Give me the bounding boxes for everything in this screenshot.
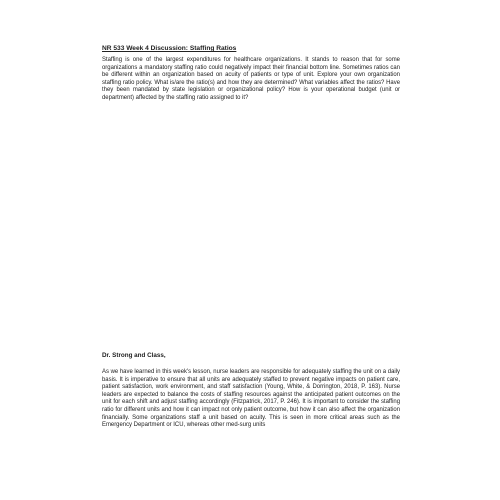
reply-paragraph: As we have learned in this week's lesson, nurse leaders are responsible for adequately staffing the unit on a daily basis. It is imperative to ensure that all units are adequately staffed to prevent negative impacts on patient care, patient satisfaction, work environment, and staff satisfaction (Young, White, & Dorrington, 2018, P. 163). Nurse leaders are expected to balance the costs of staffing resources against the anticipated patient outcomes on the unit for each shift and adjust staffing accordingly (Fitzpatrick, 2017, P. 246). It is important to consider the staffing ratio for different units and how it can impact not only patient outcome, but how it can also affect the organization financially. Some organizations staff a unit based on acuity. This is seen in more critical areas such as the Emergency Department or ICU, whereas other med-surg units (102, 369, 400, 429)
reply-salutation: Dr. Strong and Class, (102, 352, 166, 359)
discussion-prompt (102, 45, 400, 103)
prompt-paragraph: Staffing is one of the largest expenditures for healthcare organizations. It stands to reason that for some organizations a mandatory staffing ratio could negatively impact their financial bottom line. Sometimes ratios can be different within an organization based on acuity of patients or type of unit. Explore your own organization staffing ratio policy. What is/are the ratio(s) and how they are determined? What variables affect the ratios? Have they been mandated by state legislation or organizational policy? How is your operational budget (unit or department) affected by the staffing ratio assigned to it? (102, 57, 400, 101)
document-title: NR 533 Week 4 Discussion: Staffing Ratios (102, 45, 237, 52)
discussion-reply (102, 352, 400, 430)
